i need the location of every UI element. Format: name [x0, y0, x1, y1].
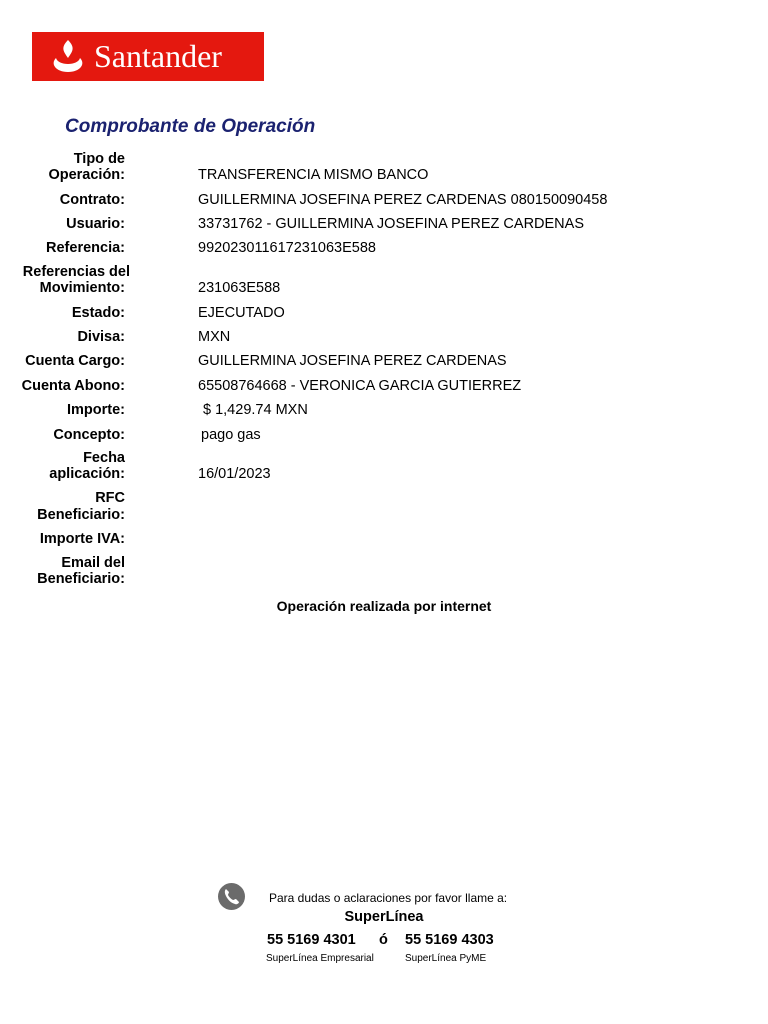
field-label-line1: Tipo de	[73, 151, 125, 167]
superlinea-title: SuperLínea	[344, 909, 424, 925]
field-value: TRANSFERENCIA MISMO BANCO	[198, 167, 429, 183]
internet-operation-note: Operación realizada por internet	[276, 598, 492, 614]
field-value: 16/01/2023	[198, 466, 271, 482]
field-value: GUILLERMINA JOSEFINA PEREZ CARDENAS	[198, 353, 507, 369]
santander-flame-icon	[46, 38, 90, 76]
field-label: Usuario:	[66, 216, 125, 232]
field-label: Cuenta Cargo:	[25, 353, 125, 369]
field-value: pago gas	[201, 427, 261, 443]
field-value: MXN	[198, 329, 231, 345]
field-label-line2: Operación:	[48, 167, 125, 183]
document-title: Comprobante de Operación	[65, 116, 316, 137]
field-label-line2: Movimiento:	[39, 280, 125, 296]
field-value: 992023011617231063E588	[198, 240, 376, 256]
field-label-line1: Email del	[61, 555, 125, 571]
field-label: Importe IVA:	[39, 531, 125, 547]
field-value: GUILLERMINA JOSEFINA PEREZ CARDENAS 080150090458	[198, 192, 608, 208]
phone-icon	[218, 883, 245, 910]
field-label-line1: Fecha	[83, 450, 125, 466]
brand-name: Santander	[94, 38, 222, 74]
field-value: 65508764668 - VERONICA GARCIA GUTIERREZ	[198, 378, 522, 394]
field-label-line2: aplicación:	[49, 466, 125, 482]
field-label: Divisa:	[77, 329, 125, 345]
field-value: EJECUTADO	[198, 305, 285, 321]
superlinea-pyme-label: SuperLínea PyME	[405, 953, 487, 964]
field-value: $ 1,429.74 MXN	[203, 402, 308, 418]
field-label: Concepto:	[53, 427, 125, 443]
field-value: 33731762 - GUILLERMINA JOSEFINA PEREZ CARDENAS	[198, 216, 584, 232]
field-label-line2: Beneficiario:	[37, 507, 125, 523]
superlinea-empresarial-label: SuperLínea Empresarial	[266, 953, 374, 964]
phone-separator: ó	[379, 932, 388, 948]
field-label-line1: Referencias del	[22, 264, 130, 280]
contact-prompt: Para dudas o aclaraciones por favor llame a:	[269, 891, 508, 905]
field-label: Importe:	[67, 402, 125, 418]
phone-number-pyme: 55 5169 4303	[405, 932, 494, 948]
field-label: Cuenta Abono:	[21, 378, 125, 394]
santander-logo	[32, 32, 264, 81]
field-label-line1: RFC	[95, 490, 125, 506]
field-label: Contrato:	[59, 192, 125, 208]
phone-number-empresarial: 55 5169 4301	[267, 932, 356, 948]
field-label: Referencia:	[46, 240, 125, 256]
field-label: Estado:	[71, 305, 125, 321]
field-label-line2: Beneficiario:	[37, 571, 125, 587]
field-value: 231063E588	[198, 280, 281, 296]
